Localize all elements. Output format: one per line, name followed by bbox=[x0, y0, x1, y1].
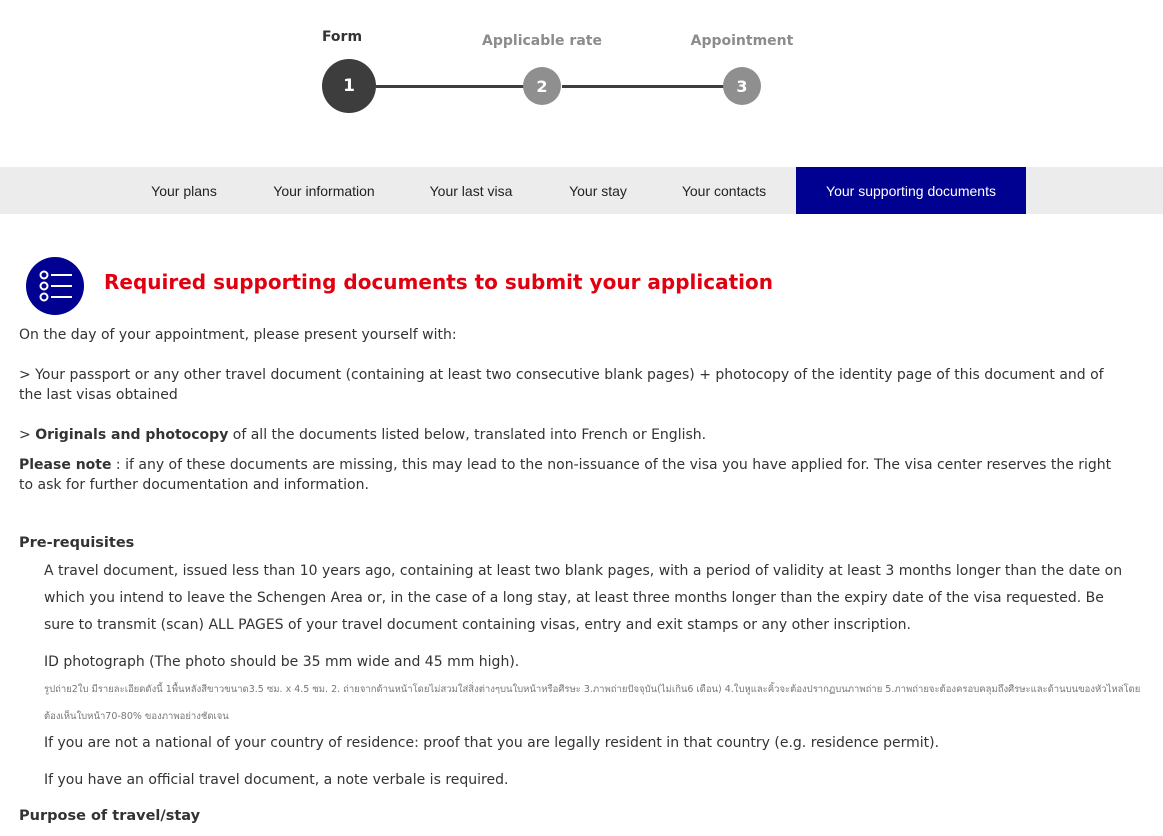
step-circle-1[interactable]: 1 bbox=[322, 59, 376, 113]
please-note-text: : if any of these documents are missing, this may lead to the non-issuance of the visa you have applied for. The visa center reserves the right to ask for further documentation and information. bbox=[19, 457, 1112, 493]
tab-your-contacts[interactable]: Your contacts bbox=[681, 182, 767, 199]
passport-requirement: > Your passport or any other travel document (containing at least two consecutive blank pages) + photocopy of the identity page of this document and of the last visas obtained bbox=[19, 367, 1104, 403]
list-icon bbox=[26, 257, 84, 315]
step-connector bbox=[376, 85, 524, 88]
tab-your-stay[interactable]: Your stay bbox=[569, 182, 627, 199]
step-circle-2[interactable]: 2 bbox=[523, 67, 561, 105]
photo-requirement-thai: รูปถ่าย2ใบ มีรายละเอียดดังนี้ 1พื้นหลังสีขาวขนาด3.5 ซม. x 4.5 ซม. 2. ถ่ายจากด้านหน้าโดยไม่สวมใส่สิ่งต่างๆบนใบหน้าหรือศีรษะ 3.ภาพถ่ายปัจจุบัน(ไม่เกิน6 เดือน) 4.ใบหูและคิ้วจะต้องปรากฏบนภาพถ่าย 5.ภาพถ่ายจะต้องครอบคลุมถึงศีรษะและด้านบนของหัวไหล่โดยต้องเห็นใบหน้า70-80% ของภาพอย่างชัดเจน bbox=[44, 684, 1141, 722]
step-label-appointment: Appointment bbox=[690, 33, 794, 49]
please-note bbox=[19, 455, 1129, 495]
originals-rest: of all the documents listed below, translated into French or English. bbox=[228, 427, 707, 443]
step-label-form: Form bbox=[321, 29, 363, 45]
page-heading: Required supporting documents to submit your application bbox=[104, 270, 773, 294]
photo-requirement: ID photograph (The photo should be 35 mm wide and 45 mm high). bbox=[44, 654, 520, 670]
step-circle-3[interactable]: 3 bbox=[723, 67, 761, 105]
official-document-requirement: If you have an official travel document, a note verbale is required. bbox=[44, 772, 509, 788]
step-label-applicable-rate: Applicable rate bbox=[482, 33, 602, 49]
tab-your-supporting-documents[interactable]: Your supporting documents bbox=[796, 167, 1026, 214]
tab-your-last-visa[interactable]: Your last visa bbox=[429, 182, 513, 199]
tab-your-information[interactable]: Your information bbox=[273, 182, 375, 199]
section-title-prerequisites: Pre-requisites bbox=[19, 535, 135, 551]
travel-document-requirement: A travel document, issued less than 10 years ago, containing at least two blank pages, with a period of validity at least 3 months longer than the date on which you intend to leave the Schengen Area or, in the case of a long stay, at least three months longer than the expiry date of the visa requested. Be sure to transmit (scan) ALL PAGES of your travel document containing visas, entry and exit stamps or any other inscription. bbox=[44, 563, 1123, 633]
originals-bold: Originals and photocopy bbox=[35, 427, 229, 443]
intro-text: On the day of your appointment, please present yourself with: bbox=[19, 327, 457, 343]
progress-stepper bbox=[0, 0, 1163, 140]
form-section-tabs bbox=[0, 167, 1163, 214]
tab-your-plans[interactable]: Your plans bbox=[151, 182, 217, 199]
non-national-requirement: If you are not a national of your country of residence: proof that you are legally resident in that country (e.g. residence permit). bbox=[44, 735, 940, 751]
step-connector bbox=[562, 85, 724, 88]
originals-requirement bbox=[19, 425, 1129, 445]
originals-prefix: > bbox=[19, 427, 36, 443]
section-title-purpose: Purpose of travel/stay bbox=[19, 808, 201, 824]
please-note-label: Please note bbox=[19, 457, 112, 473]
